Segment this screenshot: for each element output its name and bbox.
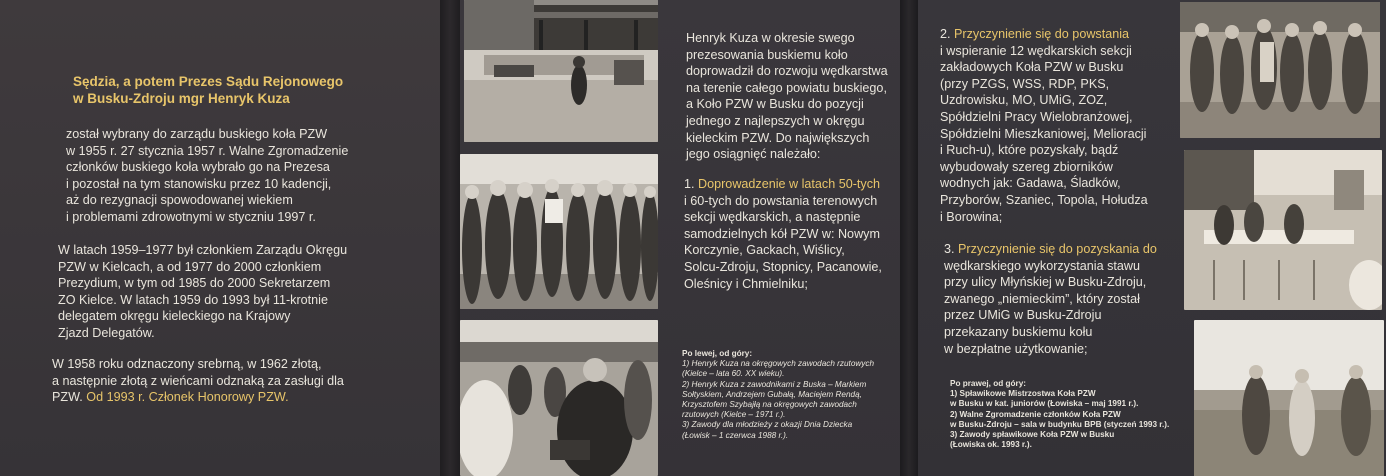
fold-divider xyxy=(440,0,460,476)
awards-text: W 1958 roku odznaczony srebrną, w 1962 złotą, a następnie złotą z wieńcami odznaką za zasługi dla PZW. xyxy=(52,357,344,405)
middle-panel xyxy=(460,0,900,476)
photo-group-competitors-1971 xyxy=(460,154,658,309)
caption-heading: Po prawej, od góry: xyxy=(950,379,1026,388)
caption-body: 1) Spławikowe Mistrzostwa Koła PZW w Busku w kat. juniorów (Łowiska – maj 1991 r.). 2) Walne Zgromadzenie członków Koła PZW w Busku-Zdroju – sala w budynku BPB (styczeń 1993 r.). 3) Zawody spławikowe Koła PZW w Busku (Łowiska ok. 1993 r.). xyxy=(950,389,1170,450)
achievement-1-number: 1. xyxy=(684,177,695,191)
photo-general-meeting-1993 xyxy=(1184,150,1382,310)
photo-float-contest-1993 xyxy=(1194,320,1384,476)
photo-junior-championship-1991 xyxy=(1180,2,1380,138)
achievement-3-number: 3. xyxy=(944,242,955,256)
bio-paragraph-1: został wybrany do zarządu buskiego koła PZW w 1955 r. 27 stycznia 1957 r. Walne Zgromadzenie członków buskiego koła wybrało go na Prezesa i pozostał na tym stanowisku przez 10 kadencji, aż do rezygnacji spowodowanej wiekiem i problemami zdrowotnymi w styczniu 1997 r. xyxy=(66,127,349,224)
panel-title: Sędzia, a potem Prezes Sądu Rejonowego w Busku-Zdroju mgr Henryk Kuza xyxy=(73,74,344,106)
bio-paragraph-2: W latach 1959–1977 był członkiem Zarządu Okręgu PZW w Kielcach, a od 1977 do 2000 członkiem Prezydium, w tym od 1985 do 2000 Sekretarzem ZO Kielce. W latach 1959 do 1993 był 11-krotnie delegatem okręgu kieleckiego na Krajowy Zjazd Delegatów. xyxy=(58,243,348,340)
bio-paragraph-3 xyxy=(52,356,344,406)
photo-youth-contest-1988 xyxy=(460,320,658,476)
right-photos-caption xyxy=(950,379,1169,450)
achievement-3 xyxy=(944,241,1157,357)
photo-casting-contest-1960s xyxy=(464,0,658,142)
achievement-2-highlight: Przyczynienie się do powstania xyxy=(954,27,1130,41)
left-panel xyxy=(0,0,440,476)
achievement-1-highlight: Doprowadzenie w latach 50-tych xyxy=(698,177,881,191)
achievement-2-number: 2. xyxy=(940,27,951,41)
achievement-3-text: wędkarskiego wykorzystania stawu przy ulicy Młyńskiej w Busku-Zdroju, zwanego „niemieckim”, który został przez UMiG w Busku-Zdroju przekazany buskiemu kołu w bezpłatne użytkowanie; xyxy=(944,258,1147,356)
fold-divider xyxy=(900,0,918,476)
honorary-member-text: Od 1993 r. Członek Honorowy PZW. xyxy=(86,390,289,405)
achievements-intro: Henryk Kuza w okresie swego prezesowania buskiemu koło doprowadził do rozwoju wędkarstwa na terenie całego powiatu buskiego, a Koło PZW w Busku do pozycji jednego z najlepszych w okręgu kieleckim PZW. Do największych jego osiągnięć należało: xyxy=(686,31,888,162)
caption-heading: Po lewej, od góry: xyxy=(682,349,753,358)
caption-body: 1) Henryk Kuza na okręgowych zawodach rzutowych (Kielce – lata 60. XX wieku). 2) Henryk Kuza z zawodnikami z Buska – Markiem Sołtyskiem, Andrzejem Gubałą, Maciejem Rendą, Krzysztofem Szybajłą na okręgowych zawodach rzutowych (Kielce – 1971 r.). 3) Zawody dla młodzieży z okazji Dnia Dziecka (Łowisk – 1 czerwca 1988 r.). xyxy=(682,359,875,440)
achievement-2 xyxy=(940,26,1148,225)
right-panel xyxy=(918,0,1386,476)
achievement-1 xyxy=(684,176,882,292)
left-photos-caption xyxy=(682,349,874,441)
achievement-1-text: i 60-tych do powstania terenowych sekcji wędkarskich, a następnie samodzielnych kół PZW w: Nowym Korczynie, Gackach, Wiślicy, Solcu-Zdroju, Stopnicy, Pacanowie, Oleśnicy i Chmielniku; xyxy=(684,193,882,291)
achievement-3-highlight: Przyczynienie się do pozyskania do xyxy=(958,242,1157,256)
achievement-2-text: i wspieranie 12 wędkarskich sekcji zakładowych Koła PZW w Busku (przy PZGS, WSS, RDP, PKS, Uzdrowisku, MO, UMiG, ZOZ, Spółdzielni Pracy Wielobranżowej, Spółdzielni Mieszkaniowej, Melioracji i Ruch-u), które pozyskały, bądź wybudowały szereg zbiorników wodnych jak: Gadawa, Śladków, Przyborów, Szaniec, Topola, Hołudza i Borowina; xyxy=(940,43,1148,224)
